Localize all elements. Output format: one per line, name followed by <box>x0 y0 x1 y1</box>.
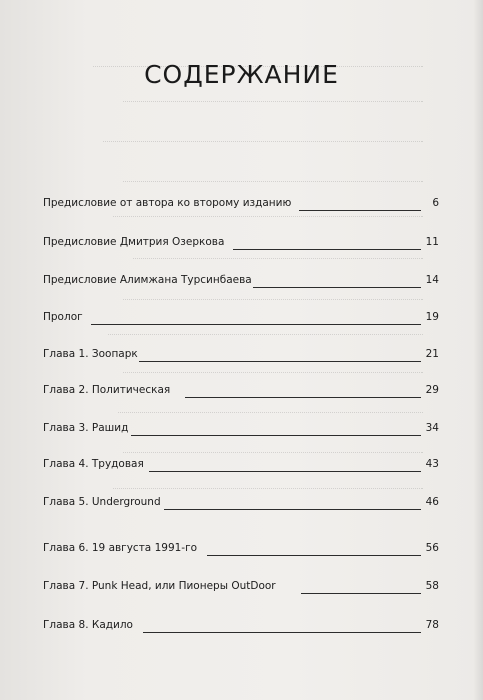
toc-entry[interactable] <box>43 454 439 476</box>
toc-entry-title: Глава 7. Punk Head, или Пионеры OutDoor <box>43 580 276 592</box>
toc-entry-page: 6 <box>432 197 439 209</box>
toc-leader-line <box>143 632 421 633</box>
show-through-line <box>123 101 423 103</box>
toc-leader-line <box>131 435 421 436</box>
toc-entry-title: Пролог <box>43 311 83 323</box>
toc-entry[interactable] <box>43 418 439 440</box>
toc-entry-title: Глава 5. Underground <box>43 496 161 508</box>
page-title: СОДЕРЖАНИЕ <box>144 60 339 89</box>
toc-entry-title: Предисловие от автора ко второму изданию <box>43 197 292 209</box>
toc-entry-title: Глава 3. Рашид <box>43 422 129 434</box>
show-through-line <box>108 334 423 336</box>
toc-entry[interactable] <box>43 270 439 292</box>
toc-entry-title: Глава 2. Политическая <box>43 384 171 396</box>
toc-leader-line <box>207 555 421 556</box>
toc-entry-title: Глава 4. Трудовая <box>43 458 144 470</box>
toc-entry-title: Глава 1. Зоопарк <box>43 348 138 360</box>
toc-leader-line <box>91 324 421 325</box>
toc-entry-page: 43 <box>425 458 439 470</box>
toc-entry-page: 11 <box>425 236 439 248</box>
toc-entry[interactable] <box>43 232 439 254</box>
toc-leader-line <box>185 397 421 398</box>
show-through-line <box>123 181 423 183</box>
toc-entry[interactable] <box>43 380 439 402</box>
toc-entry-page: 19 <box>425 311 439 323</box>
toc-leader-line <box>164 509 421 510</box>
toc-entry-page: 14 <box>425 274 439 286</box>
toc-leader-line <box>233 249 421 250</box>
toc-leader-line <box>299 210 421 211</box>
toc-entry-title: Глава 6. 19 августа 1991-го <box>43 542 198 554</box>
toc-entry-page: 56 <box>425 542 439 554</box>
toc-leader-line <box>149 471 421 472</box>
toc-entry-page: 21 <box>425 348 439 360</box>
toc-entry-page: 58 <box>425 580 439 592</box>
show-through-line <box>113 216 423 218</box>
toc-entry[interactable] <box>43 344 439 366</box>
toc-entry[interactable] <box>43 492 439 514</box>
toc-leader-line <box>301 593 421 594</box>
toc-leader-line <box>253 287 421 288</box>
toc-entry[interactable] <box>43 193 439 215</box>
toc-entry-title: Предисловие Алимжана Турсинбаева <box>43 274 252 286</box>
show-through-line <box>118 412 423 414</box>
show-through-line <box>123 299 423 301</box>
toc-entry-page: 78 <box>425 619 439 631</box>
toc-entry[interactable] <box>43 615 439 637</box>
show-through-line <box>123 372 423 374</box>
toc-leader-line <box>139 361 421 362</box>
show-through-line <box>113 488 423 490</box>
toc-entry[interactable] <box>43 576 439 598</box>
toc-entry-title: Предисловие Дмитрия Озеркова <box>43 236 225 248</box>
show-through-line <box>103 141 423 143</box>
toc-entry-page: 29 <box>425 384 439 396</box>
page-spine-shadow <box>473 0 483 700</box>
toc-entry[interactable] <box>43 307 439 329</box>
toc-entry-page: 46 <box>425 496 439 508</box>
toc-entry-title: Глава 8. Кадило <box>43 619 133 631</box>
toc-entry[interactable] <box>43 538 439 560</box>
show-through-line <box>133 258 423 260</box>
toc-entry-page: 34 <box>425 422 439 434</box>
